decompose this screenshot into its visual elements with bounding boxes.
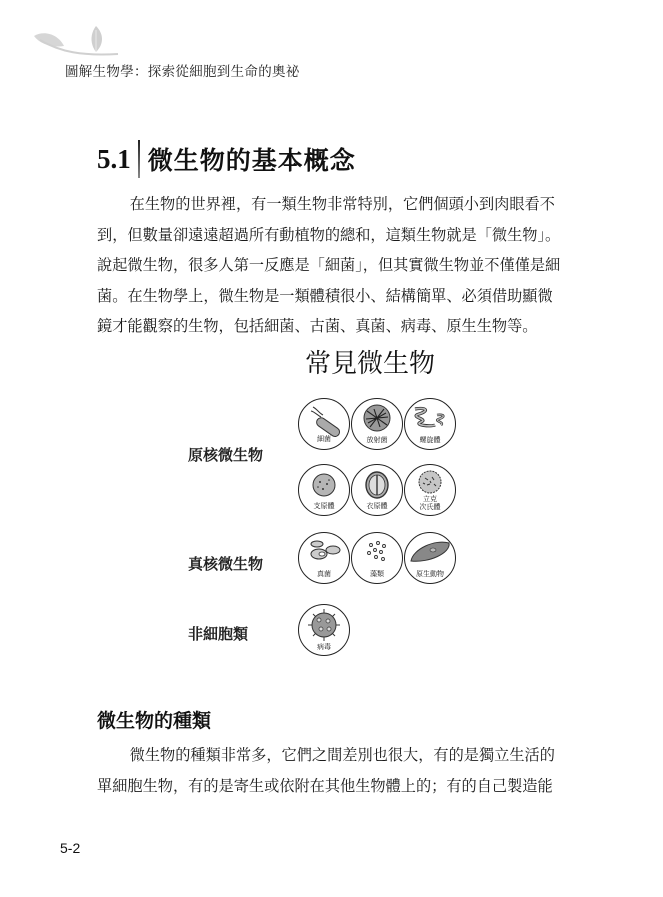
section-heading (97, 140, 356, 178)
running-title: 圖解生物學：探索從細胞到生命的奧祕 (65, 64, 300, 80)
spirochete-icon (404, 398, 456, 450)
paragraph-line: 到，但數量卻遠遠超過所有動植物的總和，這類生物就是「微生物」。 (97, 225, 561, 244)
item-label: 藻類 (370, 570, 384, 578)
intro-paragraph (97, 189, 565, 342)
rickettsia-icon (404, 464, 456, 516)
category-label-prokaryote: 原核微生物 (188, 446, 264, 464)
paragraph-line: 菌。在生物學上，微生物是一類體積很小、結構簡單、必須借助顯微 (97, 286, 553, 305)
item-label: 病毒 (317, 643, 331, 651)
item-label: 衣原體 (366, 502, 388, 510)
fungus-icon (298, 532, 350, 584)
paragraph-line: 單細胞生物，有的是寄生或依附在其他生物體上的；有的自己製造能 (97, 776, 553, 795)
virus-icon (298, 604, 350, 656)
subsection-paragraph (97, 740, 565, 801)
protozoa-icon (404, 532, 456, 584)
algae-icon (351, 532, 403, 584)
item-label: 支原體 (313, 502, 335, 510)
paragraph-line: 鏡才能觀察的生物，包括細菌、古菌、真菌、病毒、原生生物等。 (97, 317, 538, 335)
item-label-line2: 次氏體 (419, 503, 441, 511)
item-label (405, 495, 455, 511)
item-label: 螺旋體 (419, 436, 441, 444)
subsection-title: 微生物的種類 (97, 710, 212, 732)
chlamydia-icon (351, 464, 403, 516)
mycoplasma-icon (298, 464, 350, 516)
category-label-eukaryote: 真核微生物 (188, 555, 264, 573)
paragraph-line: 說起微生物，很多人第一反應是「細菌」，但其實微生物並不僅僅是細 (97, 256, 561, 274)
item-label-line1: 立克 (423, 495, 437, 503)
paragraph-line: 在生物的世界裡，有一類生物非常特別，它們個頭小到肉眼看不 (129, 195, 555, 213)
item-label: 細菌 (317, 435, 331, 443)
item-label: 放射菌 (366, 436, 388, 444)
section-number: 5.1 (97, 143, 131, 174)
figure-title: 常見微生物 (304, 349, 435, 379)
item-label: 原生動物 (416, 570, 444, 578)
item-label: 真菌 (317, 570, 331, 578)
actinomycete-icon (351, 398, 403, 450)
category-label-acellular: 非細胞類 (188, 625, 249, 643)
page-number: 5-2 (60, 840, 81, 856)
bacterium-icon (298, 398, 350, 450)
section-title: 微生物的基本概念 (147, 146, 356, 175)
paragraph-line: 微生物的種類非常多，它們之間差別也很大，有的是獨立生活的 (129, 746, 555, 764)
section-divider (138, 140, 140, 178)
